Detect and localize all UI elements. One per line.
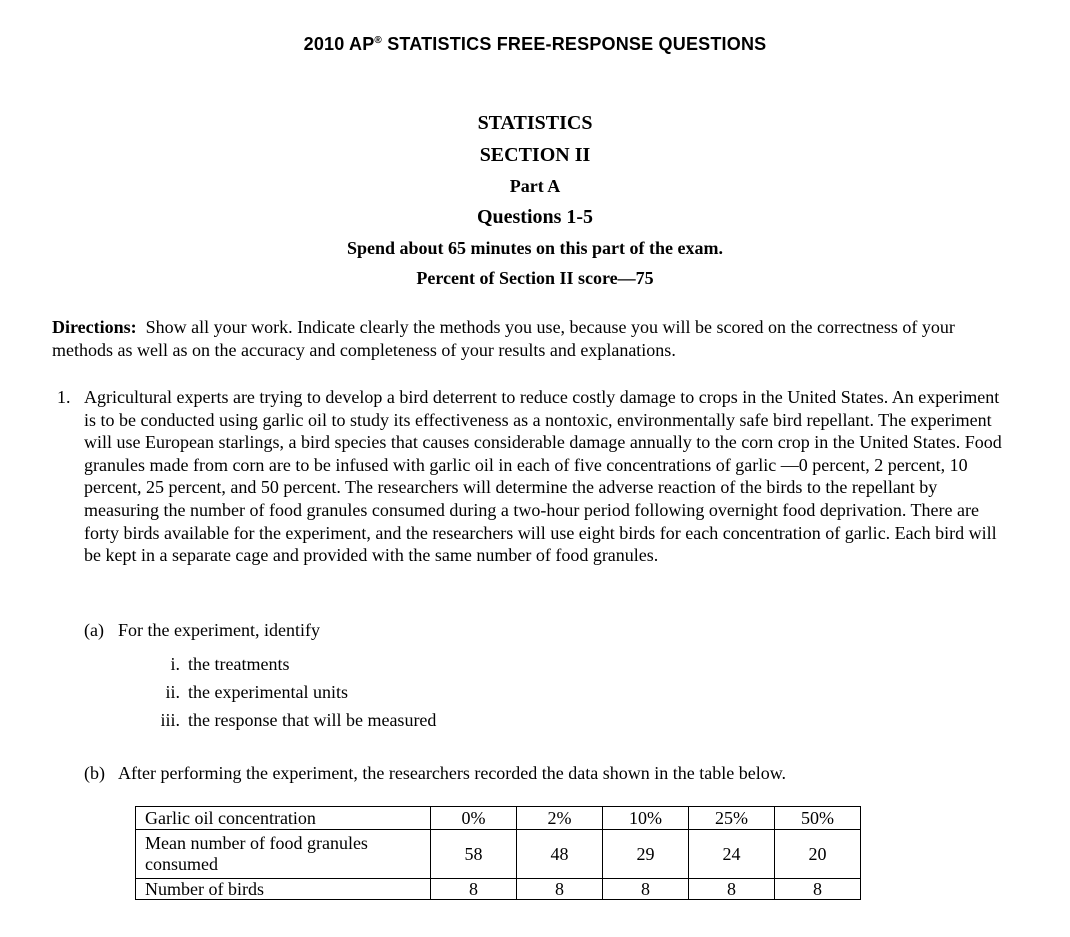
part-a-item: [153, 653, 289, 675]
header-year: 2010: [303, 34, 345, 54]
mean-granules-cell: 58: [431, 830, 517, 879]
concentration-cell: 0%: [431, 807, 517, 830]
item-number: iii.: [160, 710, 180, 730]
mean-granules-cell: 24: [689, 830, 775, 879]
question-number: 1.: [57, 387, 71, 407]
part-a-text: For the experiment, identify: [118, 620, 320, 640]
item-text: the treatments: [188, 654, 290, 674]
data-table: [135, 806, 861, 900]
directions-label: Directions:: [52, 317, 137, 337]
directions: [52, 316, 1012, 362]
mean-granules-cell: 48: [517, 830, 603, 879]
mean-granules-cell: 20: [775, 830, 861, 879]
section-heading: [0, 107, 1070, 293]
questions-range: Questions 1-5: [476, 206, 594, 228]
question-1: [52, 386, 1012, 567]
directions-text: Show all your work. Indicate clearly the methods you use, because you will be scored on the correctness of your methods as well as on the accuracy and completeness of your results and explanations.: [52, 317, 955, 360]
score-percent: Percent of Section II score—75: [416, 268, 654, 288]
item-number: i.: [170, 654, 180, 674]
num-birds-cell: 8: [603, 879, 689, 900]
item-text: the response that will be measured: [188, 710, 437, 730]
part-a: [84, 619, 320, 641]
registered-mark: ®: [374, 35, 382, 46]
page-header: [0, 34, 1070, 55]
question-text: Agricultural experts are trying to develop a bird deterrent to reduce costly damage to crops in the United States. An experiment is to be conducted using garlic oil to study its effectiveness as a nontoxic, environmentally safe bird repellant. The experiment will use European starlings, a bird species that causes considerable damage annually to the corn crop in the United States. Food granules made from corn are to be infused with garlic oil in each of five concentrations of garlic —0 percent, 2 percent, 10 percent, 25 percent, and 50 percent. The researchers will determine the adverse reaction of the birds to the repellant by measuring the number of food granules consumed during a two-hour period following overnight food deprivation. There are forty birds available for the experiment, and the researchers will use eight birds for each concentration of garlic. Each bird will be kept in a separate cage and provided with the same number of food granules.: [84, 387, 1002, 566]
concentration-cell: 25%: [689, 807, 775, 830]
table-row: [136, 807, 861, 830]
num-birds-cell: 8: [689, 879, 775, 900]
row-label: Number of birds: [136, 879, 431, 900]
concentration-cell: 2%: [517, 807, 603, 830]
concentration-cell: 50%: [775, 807, 861, 830]
part-a-item: [153, 681, 348, 703]
part-a-label: (a): [84, 620, 104, 640]
row-label: Mean number of food granules consumed: [136, 830, 431, 879]
num-birds-cell: 8: [775, 879, 861, 900]
mean-granules-cell: 29: [603, 830, 689, 879]
num-birds-cell: 8: [431, 879, 517, 900]
row-label: Garlic oil concentration: [136, 807, 431, 830]
table-row: [136, 879, 861, 900]
header-title: STATISTICS FREE-RESPONSE QUESTIONS: [387, 34, 767, 54]
header-ap: AP: [349, 34, 375, 54]
concentration-cell: 10%: [603, 807, 689, 830]
part-b-label: (b): [84, 763, 105, 783]
time-instruction: Spend about 65 minutes on this part of the exam.: [346, 238, 724, 258]
item-number: ii.: [165, 682, 180, 702]
section-title: SECTION II: [479, 144, 591, 166]
part-b-text: After performing the experiment, the researchers recorded the data shown in the table below.: [118, 763, 787, 783]
part-b: [84, 762, 786, 784]
item-text: the experimental units: [188, 682, 348, 702]
table-row: [136, 830, 861, 879]
subject-title: STATISTICS: [477, 112, 593, 134]
part-a-item: [153, 709, 436, 731]
part-title: Part A: [509, 176, 561, 196]
num-birds-cell: 8: [517, 879, 603, 900]
